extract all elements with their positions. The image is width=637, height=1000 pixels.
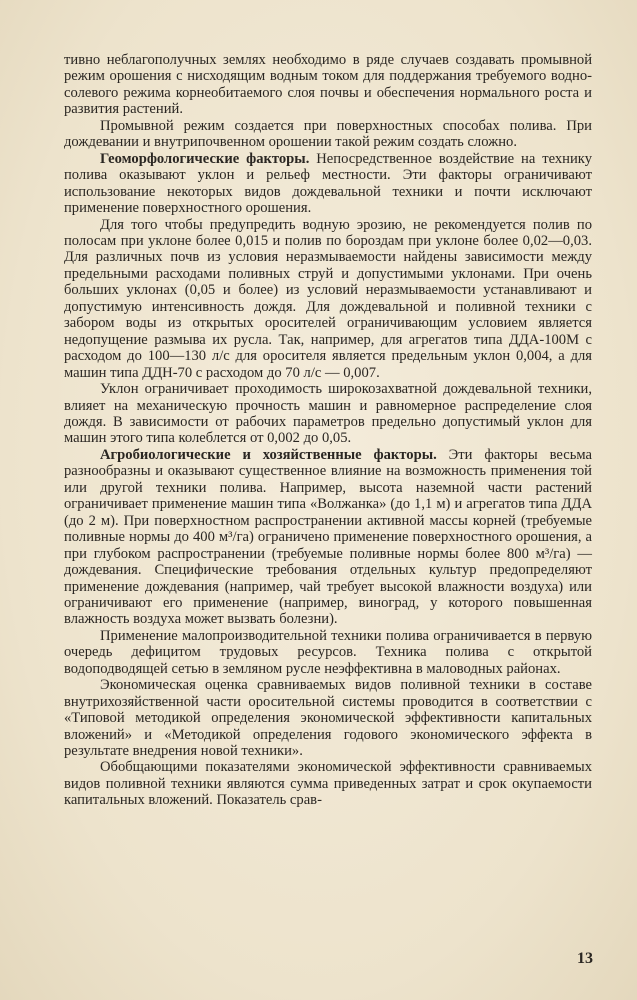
paragraph — [64, 151, 592, 217]
paragraph — [64, 677, 592, 759]
section-heading: Агробиологические и хозяйственные факторы. — [100, 446, 437, 463]
paragraph-text: Обобщающими показателями экономической эффективности сравниваемых видов поливной техники являются сумма приведенных затрат и срок окупаемости капитальных вложений. Показатель срав- — [64, 759, 592, 809]
paragraph — [64, 628, 592, 677]
paragraph-text: Экономическая оценка сравниваемых видов поливной техники в составе внутрихозяйственной части оросительной системы проводится в соответствии с «Типовой методикой определения экономической эффективности капитальных вложений» и «Методикой определения годового экономического эффекта в результате внедрения новой техники». — [64, 677, 592, 760]
paragraph — [64, 759, 592, 808]
paragraph-text: Для того чтобы предупредить водную эрозию, не рекомендуется полив по полосам при уклоне более 0,015 и полив по бороздам при уклоне более 0,02—0,03. Для различных почв из условия неразмываемости найдены зависимости между предельными расходами поливных струй и допустимыми уклонами. При очень больших уклонах (0,05 и более) из условий неразмываемости устанавливают и допустимую интенсивность дождя. Для дождевальной и поливной техники с забором воды из открытых оросителей ограничивающим условием является недопущение размыва их русла. Так, например, для агрегатов типа ДДА-100М с расходом до 100—130 л/с для оросителя является предельным уклон 0,004, а для машин типа ДДН-70 с расходом до 70 л/с — 0,007. — [64, 216, 592, 381]
paragraph-text: Применение малопроизводительной техники полива ограничивается в первую очередь дефицитом трудовых ресурсов. Техника полива с открытой водоподводящей сетью в земляном русле неэффективна в маловодных районах. — [64, 627, 592, 677]
paragraph — [64, 447, 592, 628]
body-text — [64, 52, 592, 809]
page-number: 13 — [577, 950, 593, 967]
paragraph-text: Промывной режим создается при поверхностных способах полива. При дождевании и внутрипочвенном орошении такой режим создать сложно. — [64, 117, 592, 151]
paragraph-text: Непосредственное воздействие на технику полива оказывают уклон и рельеф местности. Эти факторы ограничивают использование некоторых видов дождевальной техники и почти исключают применение поверхностного орошения. — [64, 150, 592, 217]
paragraph — [64, 217, 592, 382]
paragraph — [64, 118, 592, 151]
paragraph-text: Уклон ограничивает проходимость широкозахватной дождевальной техники, влияет на механическую прочность машин и равномерное распределение слоя дождя. В зависимости от рабочих параметров предельно допустимый уклон для машин этого типа колеблется от 0,002 до 0,05. — [64, 381, 592, 447]
paragraph-text: тивно неблагополучных землях необходимо в ряде случаев создавать промывной режим орошения с нисходящим водным током для поддержания требуемого водно-солевого режима корнеобитаемого слоя почвы и обеспечения нормального роста и развития растений. — [64, 52, 592, 118]
paragraph — [64, 381, 592, 447]
section-heading: Геоморфологические факторы. — [100, 150, 310, 167]
paragraph — [64, 52, 592, 118]
paragraph-text: Эти факторы весьма разнообразны и оказывают существенное влияние на возможность применения той или другой техники полива. Например, высота наземной части растений ограничивает применение машин типа «Волжанка» (до 1,1 м) и агрегатов типа ДДА (до 2 м). При поверхностном распространении активной массы корней (требуемые поливные нормы до 400 м³/га) ограничено применение поверхностного орошения, а при глубоком распространении (требуемые поливные нормы более 800 м³/га) — дождевания. Специфические требования отдельных культур предопределяют применение дождевания (например, чай требует высокой влажности воздуха) или ограничивают его применение (например, виноград, у которого повышенная влажность воздуха может вызвать болезни). — [64, 446, 593, 628]
